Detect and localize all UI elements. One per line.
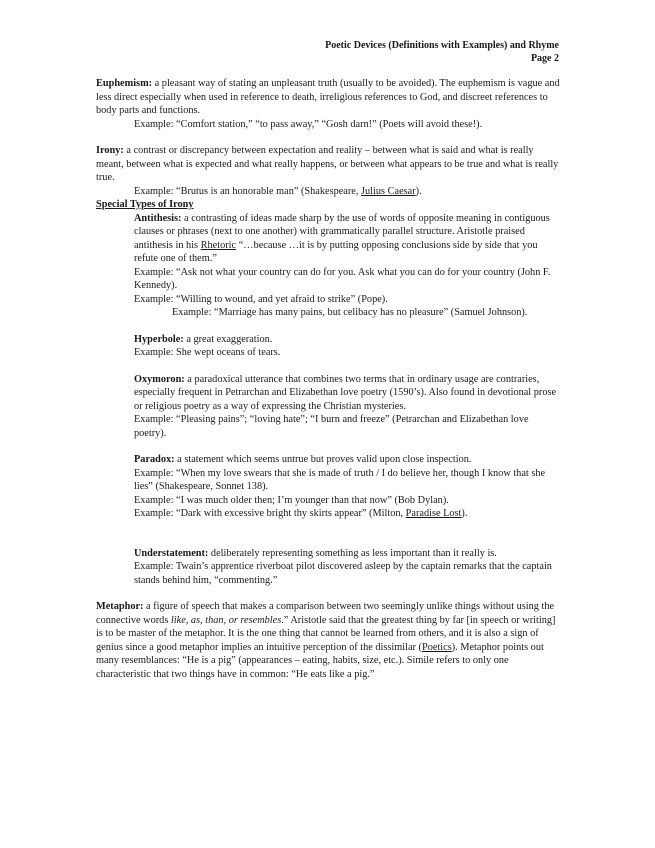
metaphor-definition-text-2: .” Aristotle said that the greatest thing by far [in speech or writing] is to be master of the metaphor. It is the one thing that cannot be learned from others, and it is also a sign of genius since a good metaphor implies an intuitive perception of the dissimilar ( [96,614,556,653]
paradox-definition-text: a statement which seems untrue but proves valid upon close inspection. [174,454,472,465]
paradox-definition [134,453,562,467]
header-page-number: Page 2 [530,53,559,64]
antithesis-work: Rhetoric [200,239,237,251]
understatement-example: Example: Twain’s apprentice riverboat pilot discovered asleep by the captain remarks that the captain stands behind him, “commenting.” [134,561,552,586]
paradox-example-2: Example: “I was much older then; I’m younger than that now” (Bob Dylan). [134,494,449,506]
oxymoron-term: Oxymoron: [134,373,185,385]
oxymoron-section [96,373,562,441]
antithesis-quote: “…because …it is by putting opposing conclusions side by side that you refute one of them.” [134,239,538,264]
irony-example [96,185,562,199]
antithesis-example-3: Example: “Marriage has many pains, but celibacy has no pleasure” (Samuel Johnson). [172,307,528,318]
irony-example-work: Julius Caesar [361,185,416,197]
metaphor-definition [96,600,562,681]
document-body [96,77,562,681]
metaphor-term: Metaphor: [96,601,144,612]
hyperbole-definition [134,333,562,347]
euphemism-term: Euphemism: [96,78,153,89]
euphemism-definition-text: a pleasant way of stating an unpleasant truth (usually to be avoided). The euphemism is vague and less direct especially when used in reference to death, irreligious references to God, and discreet references to body parts and functions. [96,78,560,116]
paradox-example-3-text: Example: “Dark with excessive bright thy skirts appear” (Milton, [134,508,406,519]
paradox-term: Paradox: [134,454,175,465]
irony-definition-text: a contrast or discrepancy between expectation and reality – between what is said and what is really meant, between what is expected and what really happens, or between what appears to be true and what is really true. [96,145,559,183]
antithesis-section [96,212,562,320]
hyperbole-term: Hyperbole: [134,333,184,345]
metaphor-connectives: like, as, than, or resembles [170,614,282,626]
paradox-example-3-suffix: ). [461,508,468,519]
page-header [325,39,559,65]
antithesis-example-1: Example: “Ask not what your country can do for you. Ask what you can do for your country (John F. Kennedy). [134,266,551,291]
antithesis-definition [134,212,562,266]
paradox-section [96,453,562,521]
hyperbole-example: Example: She wept oceans of tears. [134,347,281,358]
hyperbole-section [96,333,562,360]
understatement-definition-text: deliberately representing something as less important than it really is. [208,547,497,559]
antithesis-term: Antithesis: [134,212,182,224]
understatement-definition [134,547,562,561]
hyperbole-definition-text: a great exaggeration. [183,333,273,345]
irony-term: Irony: [96,145,124,156]
antithesis-definition-text: a contrasting of ideas made sharp by the use of words of opposite meaning in contiguous clauses or phrases (next to one another) with grammatically parallel structure. Aristotle praised antithesis in his [134,212,550,251]
euphemism-definition [96,77,562,118]
paradox-example-1: Example: “When my love swears that she is made of truth / I do believe her, though I know that she lies” (Shakespeare, Sonnet 138). [134,467,546,492]
irony-definition [96,144,562,185]
irony-example-suffix: ). [415,185,422,197]
oxymoron-definition [134,373,562,414]
understatement-section [96,547,562,588]
special-types-heading: Special Types of Irony [96,199,194,210]
understatement-term: Understatement: [134,547,209,559]
euphemism-example: Example: “Comfort station,” “to pass away,” “Gosh darn!” (Poets will avoid these!). [134,118,483,130]
oxymoron-example: Example: “Pleasing pains”; “loving hate”; “I burn and freeze” (Petrarchan and Elizabethan love poetry). [134,414,529,439]
metaphor-definition-text-3: ). Metaphor points out many resemblances: “He is a pig” (appearances – eating, habits, size, etc.). Simile refers to only one characteristic that two things have in common: “He eats like a pig.” [96,641,544,680]
paradox-example-work: Paradise Lost [405,508,462,519]
header-title: Poetic Devices (Definitions with Examples) and Rhyme [325,40,559,51]
oxymoron-definition-text: a paradoxical utterance that combines two terms that in ordinary usage are contraries, especially frequent in Petrarchan and Elizabethan love poetry (1590’s). Also found in devotional prose or religious poetry as a way of expressing the Christian mysteries. [134,373,557,412]
metaphor-definition-text: a figure of speech that makes a comparison between two seemingly unlike things without using the connective words [96,601,555,626]
paradox-example-3 [134,507,562,521]
irony-example-text: Example: “Brutus is an honorable man” (Shakespeare, [134,185,362,197]
antithesis-example-2: Example: “Willing to wound, and yet afraid to strike” (Pope). [134,293,388,305]
metaphor-work: Poetics [422,641,452,653]
